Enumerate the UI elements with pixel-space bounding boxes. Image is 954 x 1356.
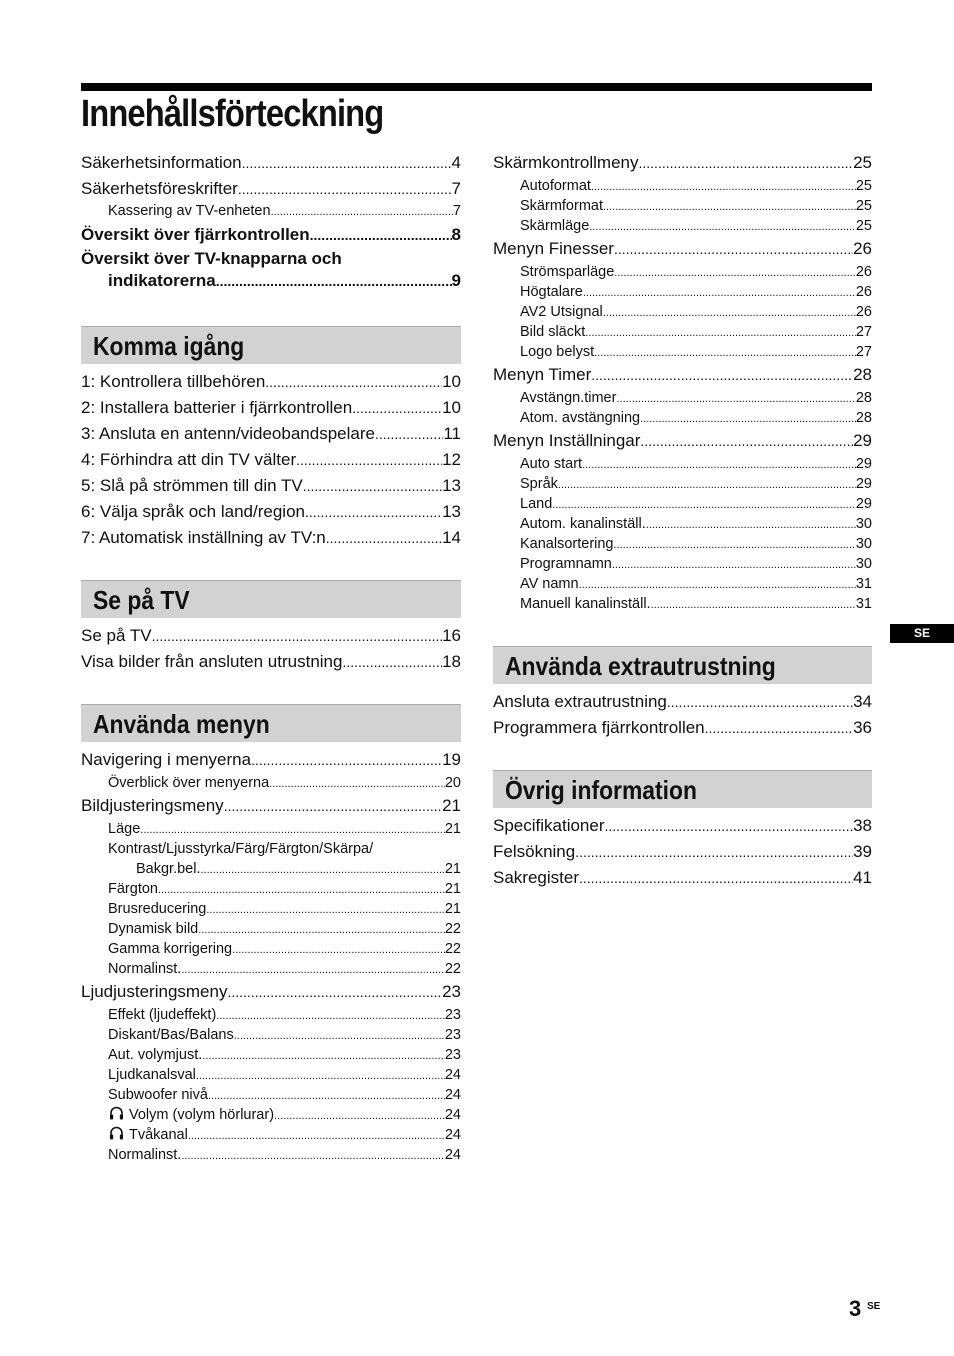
page-number-suffix: SE xyxy=(867,1301,881,1312)
toc-subentry[interactable]: Strömsparläge ..... 26 xyxy=(493,262,872,282)
toc-subentry[interactable]: Kassering av TV-enheten ..... 7 xyxy=(81,202,461,222)
toc-subentry[interactable]: Språk ..... 29 xyxy=(493,474,872,494)
toc-entry[interactable]: 6: Välja språk och land/region ..... 13 xyxy=(81,499,461,525)
toc-subentry[interactable]: Diskant/Bas/Balans ..... 23 xyxy=(81,1025,461,1045)
toc-entry[interactable]: Felsökning ..... 39 xyxy=(493,839,872,865)
toc-subentry[interactable]: Atom. avstängning ..... 28 xyxy=(493,408,872,428)
toc-entry[interactable]: Navigering i menyerna ..... 19 xyxy=(81,747,461,773)
toc-subentry[interactable]: Överblick över menyerna ..... 20 xyxy=(81,773,461,793)
toc-subentry[interactable]: Manuell kanalinställ. ..... 31 xyxy=(493,594,872,614)
toc-subentry[interactable]: Brusreducering ..... 21 xyxy=(81,899,461,919)
toc-subentry[interactable]: Skärmläge ..... 25 xyxy=(493,216,872,236)
toc-subentry[interactable]: Normalinst. ..... 24 xyxy=(81,1145,461,1165)
section-header-anvanda-extrautrustning: Använda extrautrustning xyxy=(493,646,872,684)
toc-entry[interactable]: Säkerhetsinformation ..... 4 xyxy=(81,150,461,176)
toc-entry[interactable]: 4: Förhindra att din TV välter ..... 12 xyxy=(81,447,461,473)
toc-entry[interactable]: Specifikationer ..... 38 xyxy=(493,813,872,839)
toc-entry[interactable]: Se på TV ..... 16 xyxy=(81,623,461,649)
page-title: Innehållsförteckning xyxy=(81,93,384,135)
toc-subentry[interactable]: Auto start ..... 29 xyxy=(493,454,872,474)
toc-subentry[interactable]: Skärmformat ..... 25 xyxy=(493,196,872,216)
toc-subentry[interactable]: Högtalare ..... 26 xyxy=(493,282,872,302)
toc-subentry[interactable]: Autom. kanalinställ. ..... 30 xyxy=(493,514,872,534)
toc-subentry[interactable]: Volym (volym hörlurar) ..... 24 xyxy=(81,1105,461,1125)
toc-subentry[interactable]: Bild släckt ..... 27 xyxy=(493,322,872,342)
toc-entry[interactable]: 1: Kontrollera tillbehören ..... 10 xyxy=(81,369,461,395)
language-tab: SE xyxy=(890,624,954,643)
toc-entry[interactable]: Skärmkontrollmeny ..... 25 xyxy=(493,150,872,176)
toc-subentry[interactable]: Bakgr.bel. ..... 21 xyxy=(81,859,461,879)
toc-subentry[interactable]: Programnamn ..... 30 xyxy=(493,554,872,574)
toc-right-column xyxy=(493,150,872,614)
toc-entry[interactable]: Säkerhetsföreskrifter ..... 7 xyxy=(81,176,461,202)
title-rule xyxy=(81,83,872,91)
toc-entry[interactable]: indikatorerna ..... 9 xyxy=(81,270,461,292)
toc-entry[interactable]: Sakregister ..... 41 xyxy=(493,865,872,891)
toc-entry[interactable]: Menyn Timer ..... 28 xyxy=(493,362,872,388)
toc-subentry[interactable]: Effekt (ljudeffekt) ..... 23 xyxy=(81,1005,461,1025)
toc-entry[interactable]: Programmera fjärrkontrollen ..... 36 xyxy=(493,715,872,741)
headphones-icon xyxy=(108,1105,125,1121)
toc-anvanda-menyn xyxy=(81,747,461,1165)
toc-entry[interactable]: Menyn Inställningar ..... 29 xyxy=(493,428,872,454)
toc-subentry-line1[interactable]: Kontrast/Ljusstyrka/Färg/Färgton/Skärpa/ xyxy=(108,841,374,857)
section-header-se-pa-tv: Se på TV xyxy=(81,580,461,618)
toc-subentry[interactable]: Land ..... 29 xyxy=(493,494,872,514)
toc-subentry[interactable]: Logo belyst ..... 27 xyxy=(493,342,872,362)
toc-subentry[interactable]: Avstängn.timer ..... 28 xyxy=(493,388,872,408)
toc-subentry[interactable]: Färgton ..... 21 xyxy=(81,879,461,899)
toc-entry[interactable]: 5: Slå på strömmen till din TV ..... 13 xyxy=(81,473,461,499)
toc-komma-igang xyxy=(81,369,461,551)
toc-subentry[interactable]: Dynamisk bild ..... 22 xyxy=(81,919,461,939)
toc-ovrig-information xyxy=(493,813,872,891)
toc-se-pa-tv xyxy=(81,623,461,675)
toc-subentry[interactable]: Kanalsortering ..... 30 xyxy=(493,534,872,554)
toc-subentry[interactable]: Normalinst. ..... 22 xyxy=(81,959,461,979)
toc-subentry[interactable]: Gamma korrigering ..... 22 xyxy=(81,939,461,959)
page-number: 3 xyxy=(849,1296,862,1321)
toc-subentry[interactable]: Läge ..... 21 xyxy=(81,819,461,839)
section-header-komma-igang: Komma igång xyxy=(81,326,461,364)
toc-subentry[interactable]: AV namn ..... 31 xyxy=(493,574,872,594)
toc-subentry[interactable]: Ljudkanalsval ..... 24 xyxy=(81,1065,461,1085)
toc-subentry[interactable]: AV2 Utsignal ..... 26 xyxy=(493,302,872,322)
toc-entry[interactable]: Menyn Finesser ..... 26 xyxy=(493,236,872,262)
toc-subentry[interactable]: Subwoofer nivå ..... 24 xyxy=(81,1085,461,1105)
headphones-icon xyxy=(108,1125,125,1141)
section-header-ovrig-information: Övrig information xyxy=(493,770,872,808)
toc-entry[interactable]: Ansluta extrautrustning ..... 34 xyxy=(493,689,872,715)
toc-anvanda-extrautrustning xyxy=(493,689,872,741)
toc-entry[interactable]: Översikt över fjärrkontrollen ..... 8 xyxy=(81,222,461,248)
section-header-anvanda-menyn: Använda menyn xyxy=(81,704,461,742)
toc-entry[interactable]: 7: Automatisk inställning av TV:n ..... 14 xyxy=(81,525,461,551)
toc-entry[interactable]: Ljudjusteringsmeny ..... 23 xyxy=(81,979,461,1005)
toc-entry[interactable]: 3: Ansluta en antenn/videobandspelare ..... 11 xyxy=(81,421,461,447)
toc-entry[interactable]: 2: Installera batterier i fjärrkontrollen ..... 10 xyxy=(81,395,461,421)
toc-entry[interactable]: Bildjusteringsmeny ..... 21 xyxy=(81,793,461,819)
toc-left-column xyxy=(81,150,461,292)
toc-entry-line1[interactable]: Översikt över TV-knapparna och xyxy=(81,249,342,268)
toc-subentry[interactable]: Aut. volymjust. ..... 23 xyxy=(81,1045,461,1065)
toc-entry[interactable]: Visa bilder från ansluten utrustning ..... 18 xyxy=(81,649,461,675)
toc-subentry[interactable]: Autoformat ..... 25 xyxy=(493,176,872,196)
toc-subentry[interactable]: Tvåkanal ..... 24 xyxy=(81,1125,461,1145)
